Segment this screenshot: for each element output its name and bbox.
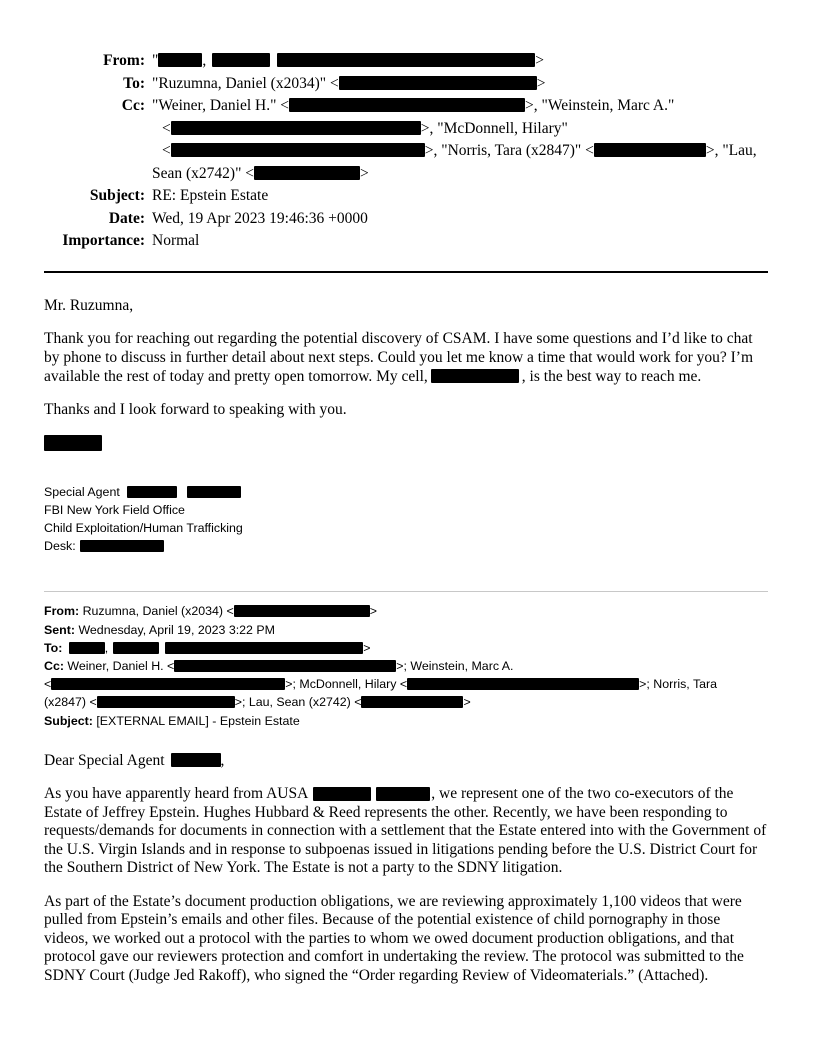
cc-text-4: >, "McDonnell, Hilary" [420,119,568,137]
body-paragraph-1-part-b: , is the best way to reach me. [521,367,702,385]
redaction-bar [431,369,519,383]
quoted-subject-value: [EXTERNAL EMAIL] - Epstein Estate [96,713,300,728]
signature-line-4 [44,537,768,555]
quoted-to-label: To: [44,640,63,655]
redaction-bar [289,98,525,112]
header-divider [44,271,768,273]
from-comma: , [202,52,207,69]
quoted-salutation-part-a: Dear Special Agent [44,751,165,769]
cc-label: Cc: [121,97,145,114]
redaction-bar [69,642,105,654]
cc-text-6: >, "Norris, Tara (x2847)" < [424,142,594,159]
redaction-bar [51,678,285,690]
quoted-subject-row [44,712,768,730]
cc-text-9: > [360,164,369,182]
redaction-bar [234,605,370,617]
importance-value: Normal [152,232,200,249]
redaction-bar [127,486,177,498]
header-row-to [44,73,768,96]
quoted-email-body [44,752,768,986]
redaction-bar [339,76,537,90]
quoted-sent-value: Wednesday, April 19, 2023 3:22 PM [78,622,275,637]
quoted-from-close: > [369,604,377,619]
quoted-salutation [44,752,768,771]
to-label: To: [123,74,145,92]
redaction-bar [313,787,371,801]
body-paragraph-2: Thanks and I look forward to speaking with you. [44,401,347,419]
cc-text-8: Sean (x2742)" < [152,164,255,182]
signature-block [44,483,768,555]
redaction-bar [174,660,396,672]
body-paragraph-1 [44,330,768,386]
quoted-cc-text-4: >; McDonnell, Hilary < [285,677,408,692]
redaction-bar [165,642,363,654]
signature-line-2: FBI New York Field Office [44,503,185,518]
redaction-bar [171,143,425,157]
cc-text-3: < [162,119,171,137]
quoted-cc-text-7: >; Lau, Sean (x2742) < [234,695,362,710]
from-value [152,50,768,73]
body-salutation: Mr. Ruzumna, [44,296,134,314]
quoted-subject-label: Subject: [44,713,93,728]
redaction-bar [171,121,421,135]
quoted-cc-text-8: > [463,695,471,710]
header-row-subject [44,185,768,208]
to-close: > [536,74,546,92]
redaction-bar [171,753,221,767]
quoted-cc-text-5: >; Norris, Tara [639,677,718,692]
quoted-cc-text-1: Weiner, Daniel H. < [67,659,175,673]
signature-agent-label: Special Agent [44,485,120,500]
quoted-to-comma: , [104,640,109,655]
redaction-bar [407,678,639,690]
redaction-bar [44,435,102,451]
quoted-cc-text-3: < [44,677,52,692]
quoted-cc-label: Cc: [44,659,64,673]
redaction-bar [212,53,270,67]
to-value [152,73,768,96]
header-row-cc [44,95,768,185]
signature-desk-label: Desk: [44,539,76,554]
header-row-from [44,50,768,73]
redaction-bar [254,166,360,180]
quoted-cc-text-2: >; Weinstein, Marc A. [396,659,514,673]
date-value: Wed, 19 Apr 2023 19:46:36 +0000 [152,209,368,227]
cc-value [152,95,768,185]
quoted-paragraph-1-part-a: As you have apparently heard from AUSA [44,785,309,803]
header-row-importance [44,230,768,253]
quoted-to-row [44,639,768,657]
quoted-from-value: Ruzumna, Daniel (x2034) < [82,604,234,619]
to-text: "Ruzumna, Daniel (x2034)" < [152,74,339,92]
from-label: From: [103,52,145,69]
quoted-cc-text-6: (x2847) < [44,695,97,710]
redaction-bar [187,486,241,498]
quoted-paragraph-1 [44,785,768,878]
cc-text-5: < [162,142,171,159]
from-close: > [535,52,544,69]
redaction-bar [158,53,202,67]
quoted-email-header [44,602,768,729]
email-header [44,50,768,253]
body-signoff-redaction [44,435,768,454]
cc-text-1: "Weiner, Daniel H." < [152,97,290,114]
cc-text-2: >, "Weinstein, Marc A." [525,97,675,114]
quoted-sent-row [44,621,768,639]
redaction-bar [594,143,706,157]
redaction-bar [113,642,159,654]
quoted-from-label: From: [44,604,80,619]
redaction-bar [80,540,164,552]
quoted-message-divider [44,591,768,592]
redaction-bar [97,696,235,708]
body-paragraph-1-part-a: Thank you for reaching out regarding the potential discovery of CSAM. I have some questions and I’d like to chat by phone to discuss in further detail about next steps. Could you let me know a time that would work for you? I’m available the rest of today and pretty open tomorrow. My cell, [44,330,753,385]
subject-label: Subject: [89,187,145,204]
importance-label: Importance: [62,232,145,249]
quoted-paragraph-1-part-b: , we represent one of the two co-executors of the Estate of Jeffrey Epstein. Hughes Hubbard & Reed represents the other. Recently, we have been responding to requests/demands for documents in connection with a settlement that the Estate entered into with the Government of the U.S. Virgin Islands and in response to subpoenas issued in litigations pending before the U.S. District Court for the Southern District of New York. The Estate is not a party to the SDNY litigation. [44,785,767,877]
email-body [44,297,768,556]
quoted-to-close: > [363,640,371,655]
quoted-cc-row [44,657,768,712]
date-label: Date: [108,209,145,227]
header-row-date [44,208,768,231]
cc-text-7: >, "Lau, [705,142,757,159]
quoted-from-row [44,602,768,620]
quoted-paragraph-2: As part of the Estate’s document production obligations, we are reviewing approximately 1,100 videos that were pulled from Epstein’s emails and other files. Because of the potential existence of child pornography in those videos, we worked out a protocol with the parties to whom we owed document production obligations, and that protocol gave our reviewers protection and comfort in undertaking the review. The protocol was submitted to the SDNY Court (Judge Jed Rakoff), who signed the “Order regarding Review of Videomaterials.” (Attached). [44,892,744,984]
signature-line-1 [44,483,768,501]
redaction-bar [361,696,463,708]
from-quote: " [152,52,159,69]
redaction-bar [376,787,430,801]
signature-line-3: Child Exploitation/Human Trafficking [44,521,243,536]
quoted-salutation-part-b: , [220,751,225,769]
redaction-bar [277,53,535,67]
quoted-sent-label: Sent: [44,622,75,637]
subject-value: RE: Epstein Estate [152,187,269,204]
